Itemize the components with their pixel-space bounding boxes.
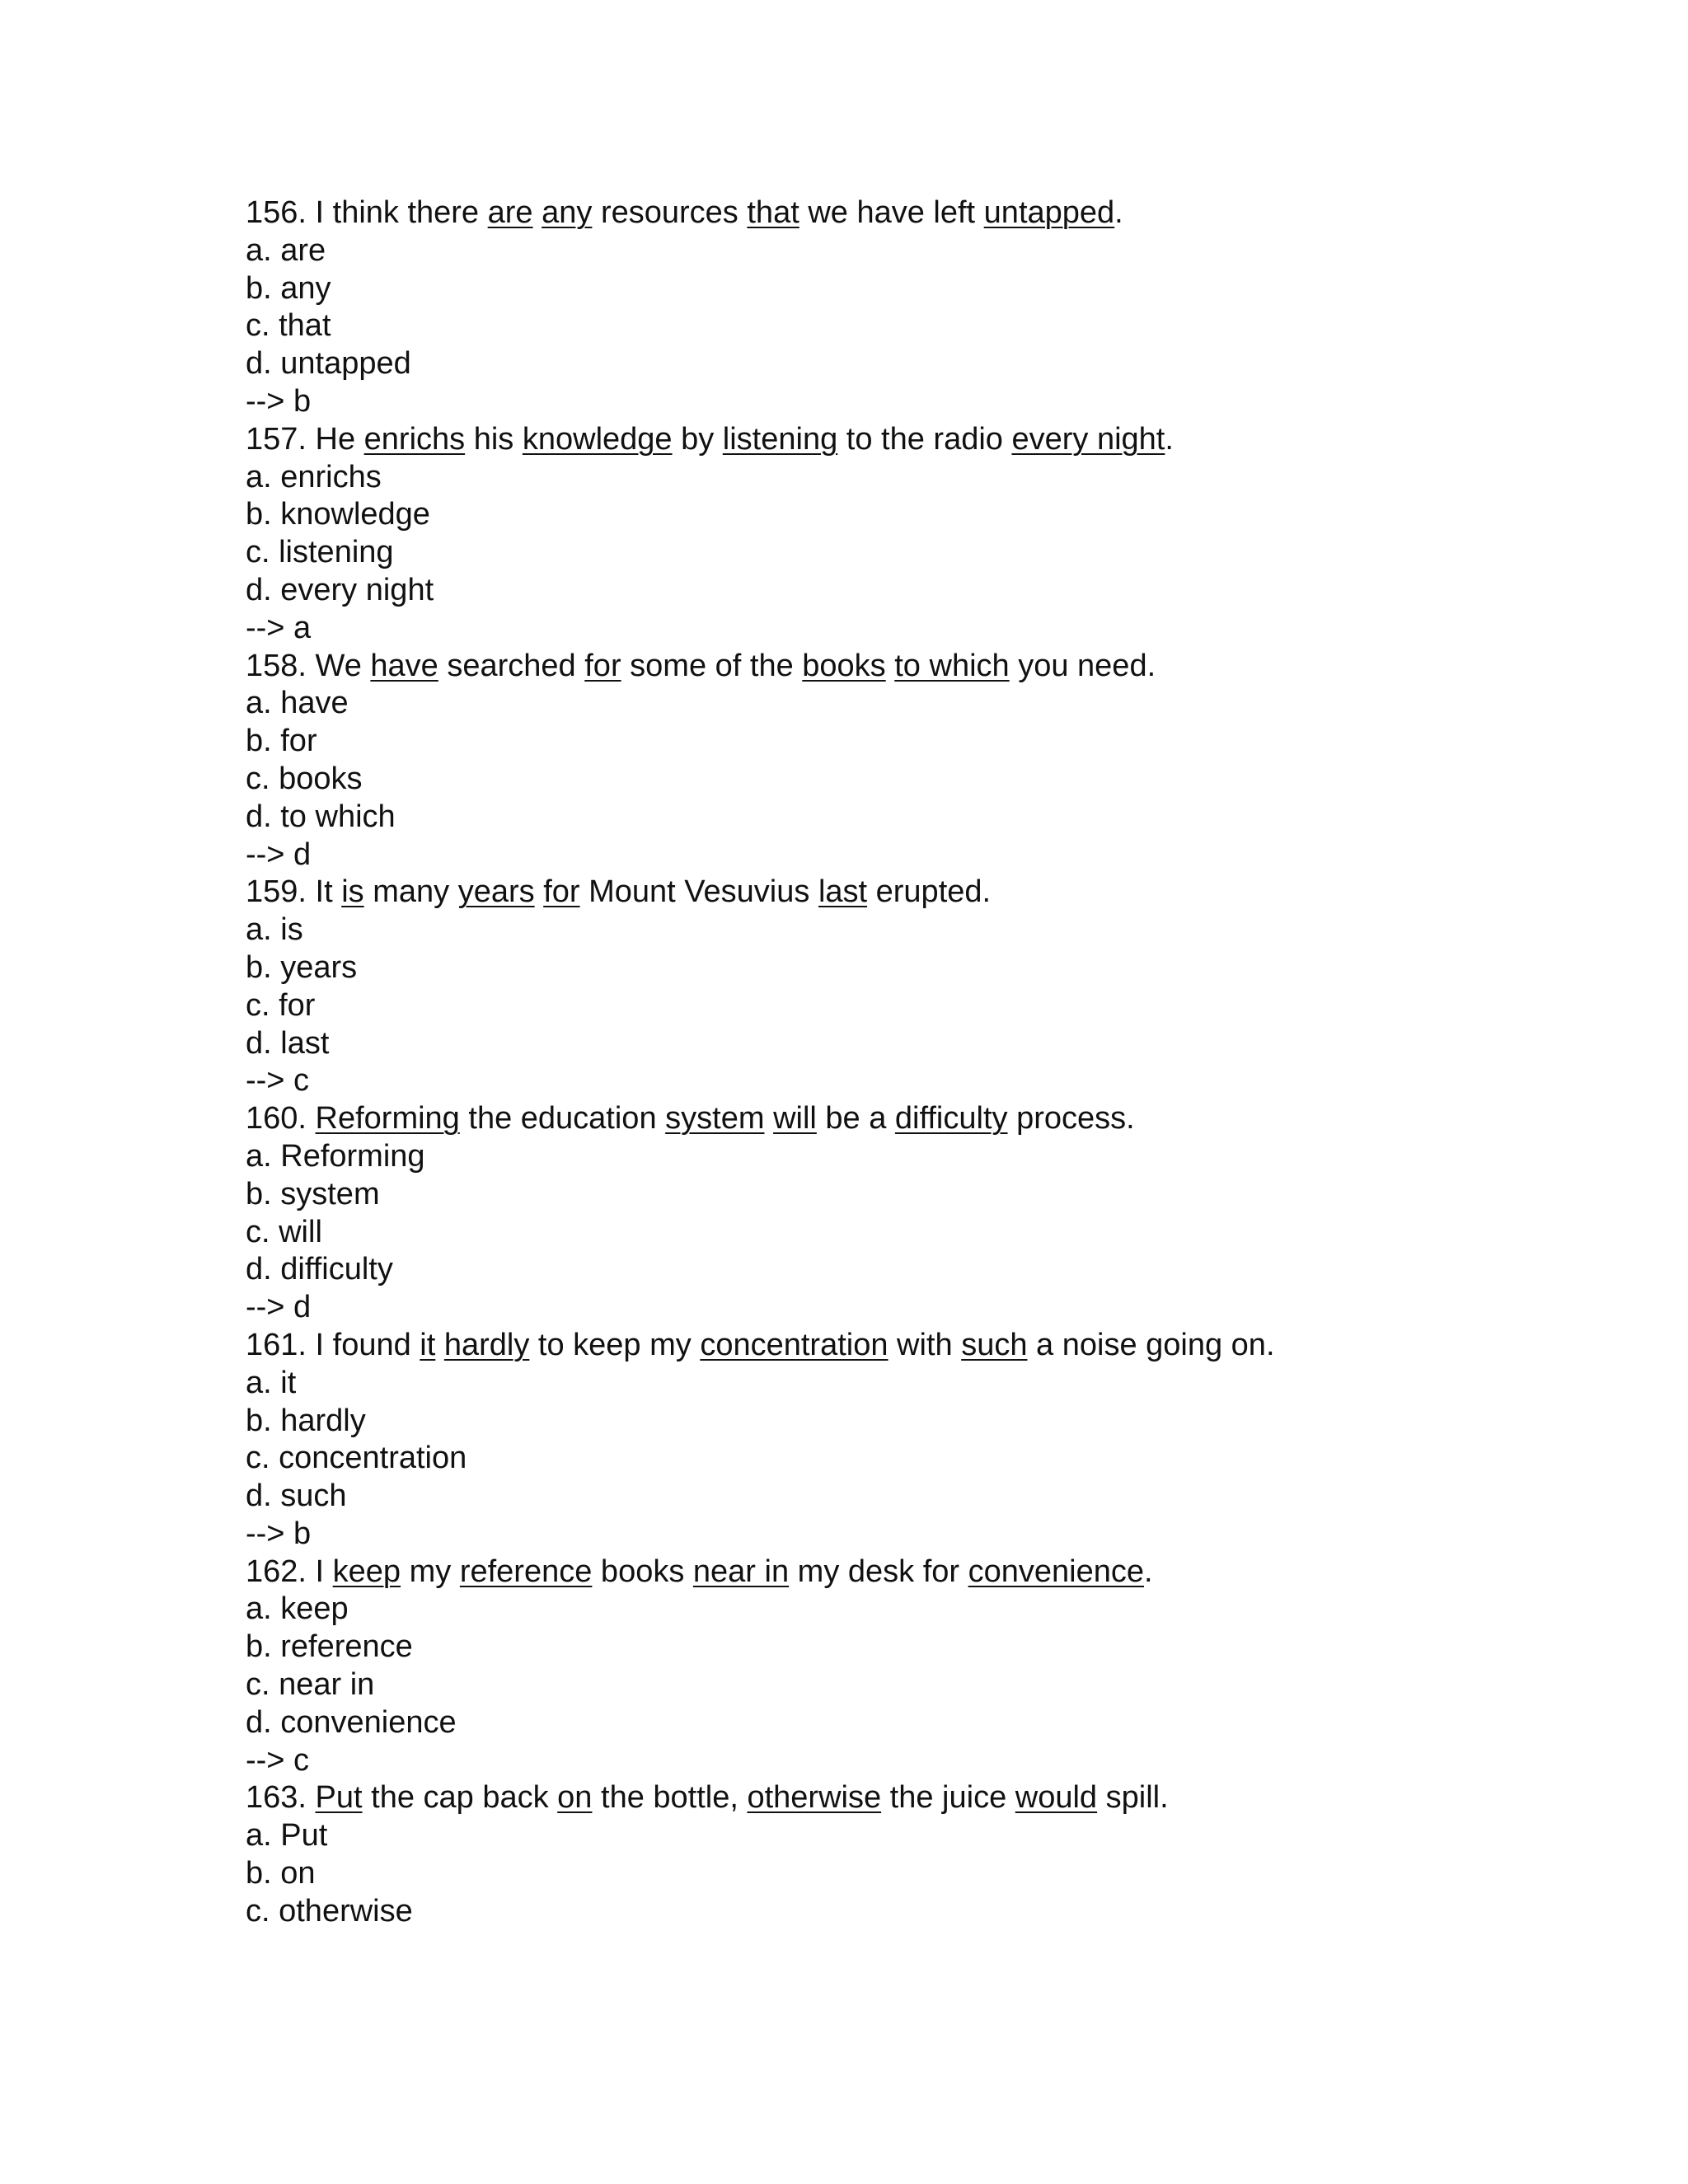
- underlined-word: books: [802, 648, 886, 683]
- question-block: [246, 1779, 1564, 1930]
- underlined-word: untapped: [983, 195, 1115, 230]
- underlined-word: Reforming: [315, 1101, 460, 1137]
- underlined-word: on: [557, 1780, 593, 1816]
- question-block: [246, 1327, 1564, 1554]
- question-stem: [246, 421, 1564, 459]
- stem-text: the bottle,: [592, 1780, 748, 1816]
- answer-option: a. keep: [246, 1591, 349, 1627]
- stem-text: many: [363, 874, 458, 910]
- underlined-word: knowledge: [522, 421, 673, 457]
- answer-option: b. system: [246, 1176, 380, 1212]
- answer-option: c. near in: [246, 1667, 375, 1703]
- question-stem: [246, 1327, 1564, 1365]
- answer-option: c. for: [246, 987, 316, 1023]
- stem-text: be a: [816, 1101, 895, 1137]
- document-page: [246, 194, 1564, 1931]
- answer-option: c. listening: [246, 535, 394, 570]
- question-stem: [246, 1779, 1564, 1817]
- stem-text: 156. I think there: [246, 195, 488, 230]
- underlined-word: it: [420, 1327, 436, 1362]
- stem-text: 162. I: [246, 1554, 333, 1589]
- answer-option: c. otherwise: [246, 1893, 413, 1929]
- answer-option: d. to which: [246, 799, 396, 834]
- question-stem: [246, 1554, 1564, 1591]
- answer-option: b. for: [246, 724, 317, 759]
- answer-option: a. enrichs: [246, 459, 382, 494]
- answer-option: c. books: [246, 761, 363, 796]
- stem-text: .: [1144, 1554, 1153, 1589]
- stem-text: process.: [1007, 1101, 1135, 1137]
- stem-text: erupted.: [867, 874, 992, 910]
- underlined-word: years: [457, 874, 535, 910]
- underlined-word: have: [370, 648, 438, 683]
- answer-option: a. it: [246, 1365, 297, 1400]
- stem-text: his: [465, 421, 523, 457]
- stem-text: the cap back: [362, 1780, 558, 1816]
- stem-text: my: [401, 1554, 460, 1589]
- answer-key: --> b: [246, 383, 312, 419]
- underlined-word: for: [584, 648, 621, 683]
- underlined-word: reference: [459, 1554, 593, 1589]
- question-block: [246, 1100, 1564, 1327]
- stem-text: 158. We: [246, 648, 371, 683]
- stem-text: you need.: [1009, 648, 1156, 683]
- stem-text: [435, 1328, 444, 1362]
- answer-option: b. reference: [246, 1629, 413, 1665]
- answer-option: c. concentration: [246, 1441, 467, 1476]
- underlined-word: otherwise: [747, 1780, 882, 1816]
- underlined-word: Put: [315, 1780, 363, 1816]
- answer-key: --> a: [246, 610, 312, 645]
- underlined-word: keep: [332, 1554, 401, 1589]
- answer-option: d. convenience: [246, 1704, 457, 1740]
- underlined-word: are: [487, 195, 533, 230]
- stem-text: a noise going on.: [1027, 1327, 1275, 1362]
- stem-text: 161. I found: [246, 1327, 420, 1362]
- underlined-word: convenience: [968, 1554, 1144, 1589]
- stem-text: 163.: [246, 1780, 316, 1816]
- underlined-word: difficulty: [894, 1101, 1008, 1137]
- stem-text: 159. It: [246, 874, 342, 910]
- stem-text: my desk for: [789, 1554, 968, 1589]
- answer-option: c. will: [246, 1214, 322, 1249]
- stem-text: [535, 874, 544, 909]
- underlined-word: near in: [692, 1554, 790, 1589]
- answer-option: d. last: [246, 1025, 330, 1061]
- answer-option: b. any: [246, 270, 331, 306]
- question-block: [246, 648, 1564, 874]
- stem-text: Mount Vesuvius: [579, 874, 818, 910]
- stem-text: to the radio: [837, 421, 1012, 457]
- stem-text: [765, 1101, 774, 1136]
- underlined-word: any: [542, 195, 593, 230]
- stem-text: to keep my: [529, 1327, 701, 1362]
- question-block: [246, 1554, 1564, 1780]
- answer-option: b. years: [246, 949, 358, 985]
- stem-text: the education: [459, 1101, 666, 1137]
- underlined-word: concentration: [700, 1327, 889, 1362]
- answer-key: --> d: [246, 1290, 312, 1325]
- stem-text: .: [1165, 421, 1174, 457]
- underlined-word: every night: [1011, 421, 1165, 457]
- underlined-word: such: [961, 1327, 1028, 1362]
- answer-key: --> c: [246, 1742, 310, 1778]
- stem-text: resources: [592, 195, 748, 230]
- underlined-word: that: [747, 195, 799, 230]
- stem-text: 160.: [246, 1101, 316, 1137]
- stem-text: we have left: [799, 195, 984, 230]
- answer-option: a. have: [246, 686, 349, 721]
- underlined-word: will: [773, 1101, 817, 1137]
- stem-text: searched: [438, 648, 585, 683]
- underlined-word: last: [818, 874, 868, 910]
- question-block: [246, 421, 1564, 648]
- answer-option: b. on: [246, 1856, 316, 1891]
- question-stem: [246, 648, 1564, 686]
- underlined-word: system: [665, 1101, 765, 1137]
- question-block: [246, 194, 1564, 421]
- stem-text: some of the: [621, 648, 803, 683]
- answer-key: --> d: [246, 837, 312, 872]
- underlined-word: for: [543, 874, 580, 910]
- underlined-word: to which: [894, 648, 1010, 683]
- stem-text: spill.: [1097, 1780, 1169, 1816]
- underlined-word: hardly: [443, 1327, 530, 1362]
- answer-option: a. Put: [246, 1818, 328, 1854]
- stem-text: [886, 649, 895, 683]
- stem-text: the juice: [881, 1780, 1015, 1816]
- question-stem: [246, 874, 1564, 912]
- answer-option: d. such: [246, 1479, 347, 1514]
- question-block: [246, 874, 1564, 1100]
- answer-option: d. difficulty: [246, 1252, 393, 1287]
- stem-text: with: [888, 1327, 962, 1362]
- stem-text: by: [672, 421, 723, 457]
- answer-key: --> c: [246, 1063, 310, 1099]
- answer-option: a. is: [246, 912, 303, 948]
- answer-option: a. Reforming: [246, 1138, 425, 1174]
- underlined-word: is: [341, 874, 364, 910]
- underlined-word: enrichs: [363, 421, 466, 457]
- answer-option: d. untapped: [246, 346, 411, 382]
- question-stem: [246, 1100, 1564, 1138]
- underlined-word: listening: [722, 421, 838, 457]
- answer-option: b. hardly: [246, 1403, 366, 1438]
- stem-text: books: [592, 1554, 693, 1589]
- answer-key: --> b: [246, 1516, 312, 1551]
- underlined-word: would: [1015, 1780, 1098, 1816]
- stem-text: 157. He: [246, 421, 364, 457]
- answer-option: a. are: [246, 232, 326, 268]
- question-stem: [246, 194, 1564, 232]
- answer-option: c. that: [246, 308, 331, 344]
- answer-option: d. every night: [246, 572, 434, 607]
- answer-option: b. knowledge: [246, 497, 430, 532]
- stem-text: .: [1114, 195, 1123, 230]
- stem-text: [533, 195, 542, 230]
